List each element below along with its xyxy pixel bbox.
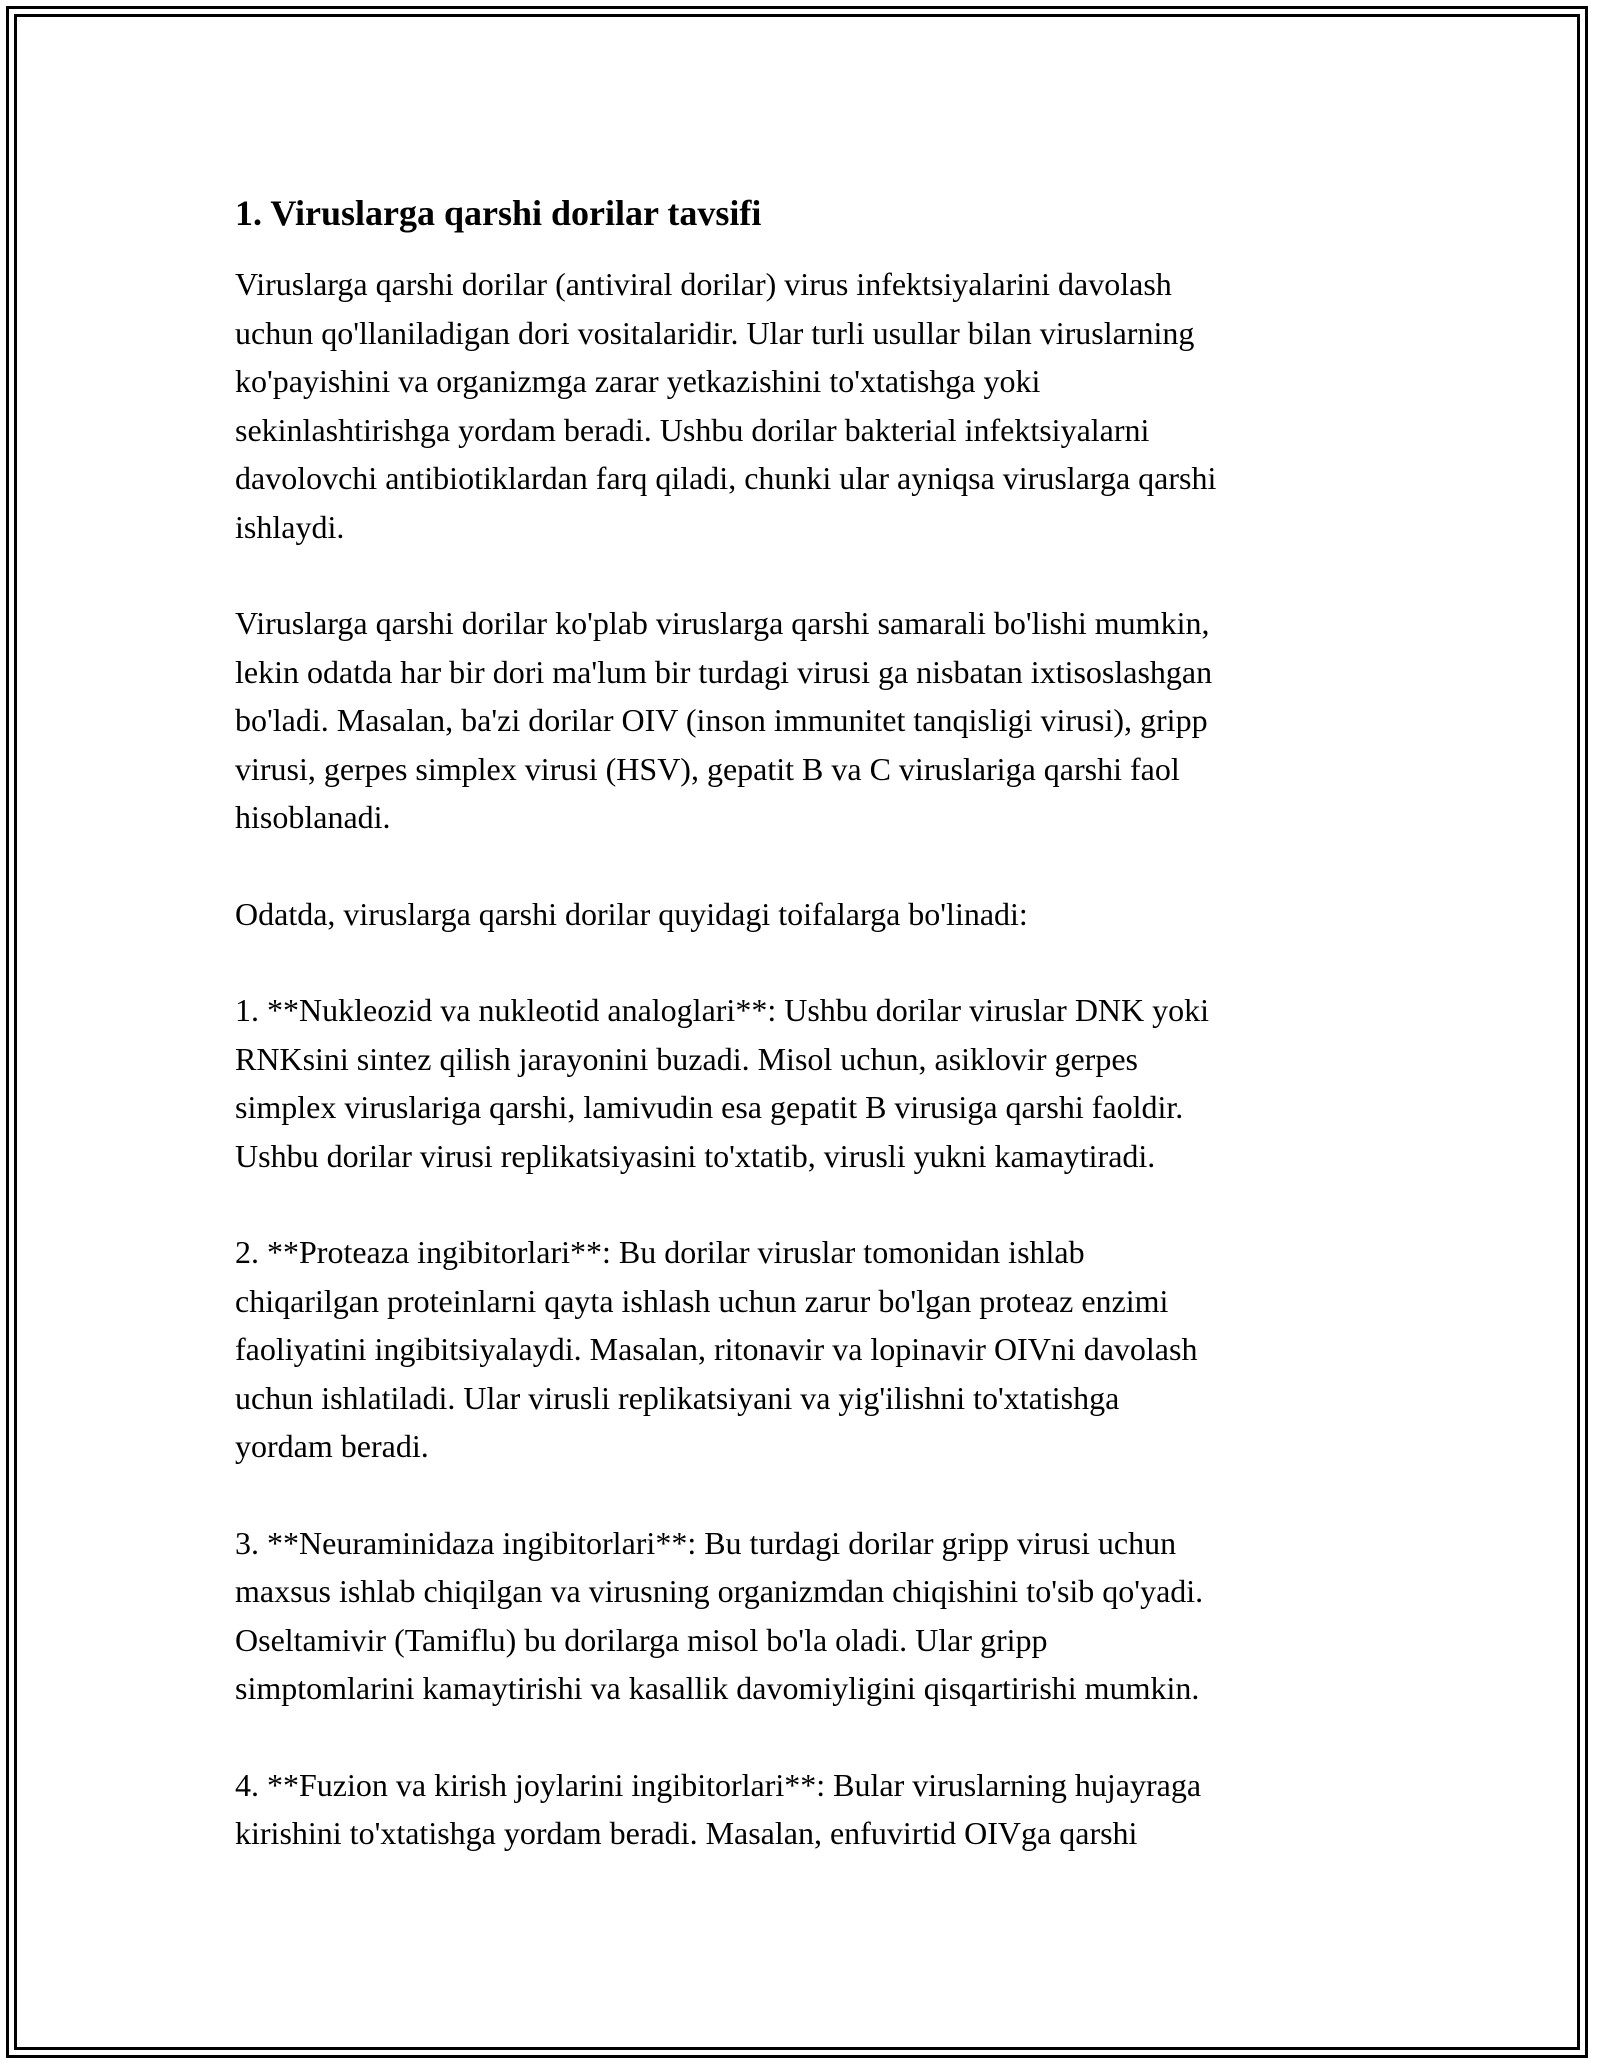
list-item-protease-inhibitors: 2. **Proteaza ingibitorlari**: Bu dorilar viruslar tomonidan ishlab chiqarilgan proteinlarni qayta ishlash uchun zarur bo'lgan proteaz enzimi faoliyatini ingibitsiyalaydi. Masalan, ritonavir va lopinavir OIVni davolash uchun ishlatiladi. Ular virusli replikatsiyani va yig'ilishni to'xtatishga yordam beradi.: [235, 1234, 1198, 1464]
document-body: [235, 188, 1375, 1858]
paragraph-intro: Viruslarga qarshi dorilar (antiviral dorilar) virus infektsiyalarini davolash uchun qo'llaniladigan dori vositalaridir. Ular turli usullar bilan viruslarning ko'payishini va organizmga zarar yetkazishini to'xtatishga yoki sekinlashtirishga yordam beradi. Ushbu dorilar bakterial infektsiyalarni davolovchi antibiotiklardan farq qiladi, chunki ular ayniqsa viruslarga qarshi ishlaydi.: [235, 266, 1217, 545]
list-item-nucleoside-analogs: 1. **Nukleozid va nukleotid analoglari**: Ushbu dorilar viruslar DNK yoki RNKsini sintez qilish jarayonini buzadi. Misol uchun, asiklovir gerpes simplex viruslariga qarshi, lamivudin esa gepatit B virusiga qarshi faoldir. Ushbu dorilar virusi replikatsiyasini to'xtatib, virusli yukni kamaytiradi.: [235, 992, 1210, 1174]
list-item-fusion-entry-inhibitors: 4. **Fuzion va kirish joylarini ingibitorlari**: Bular viruslarning hujayraga kirishini to'xtatishga yordam beradi. Masalan, enfuvirtid OIVga qarshi: [235, 1766, 1202, 1851]
paragraph-specialization: Viruslarga qarshi dorilar ko'plab viruslarga qarshi samarali bo'lishi mumkin, lekin odatda har bir dori ma'lum bir turdagi virusi ga nisbatan ixtisoslashgan bo'ladi. Masalan, ba'zi dorilar OIV (inson immunitet tanqisligi virusi), gripp virusi, gerpes simplex virusi (HSV), gepatit B va C viruslariga qarshi faol hisoblanadi.: [235, 605, 1213, 835]
section-heading: 1. Viruslarga qarshi dorilar tavsifi: [235, 193, 762, 233]
paragraph-categories-intro: Odatda, viruslarga qarshi dorilar quyidagi toifalarga bo'linadi:: [235, 895, 1028, 932]
list-item-neuraminidase-inhibitors: 3. **Neuraminidaza ingibitorlari**: Bu turdagi dorilar gripp virusi uchun maxsus ishlab chiqilgan va virusning organizmdan chiqishini to'sib qo'yadi. Oseltamivir (Tamiflu) bu dorilarga misol bo'la oladi. Ular gripp simptomlarini kamaytirishi va kasallik davomiyligini qisqartirishi mumkin.: [235, 1524, 1204, 1706]
